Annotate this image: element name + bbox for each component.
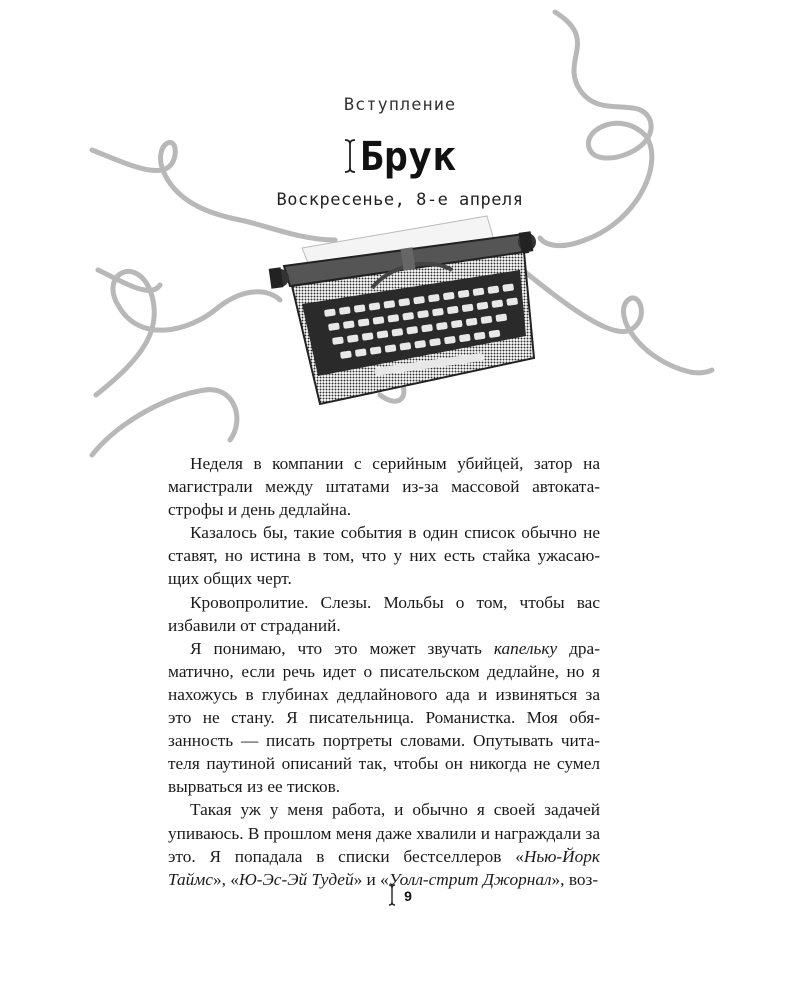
paragraph: Казалось бы, такие события в один список обычно не ставят, но истина в том, что у них есть стайка ужасаю-щих общих черт. — [168, 523, 600, 589]
chapter-label: Вступление — [343, 95, 457, 115]
paragraph — [168, 798, 600, 890]
page-number-block — [0, 888, 800, 906]
typewriter-icon — [262, 208, 540, 413]
body-text — [168, 452, 600, 891]
text-run: » и « — [353, 869, 389, 889]
italic-text: Ю-Эс-Эй Тудей — [238, 869, 354, 889]
text-run: », « — [212, 869, 239, 889]
chapter-title-block — [0, 132, 800, 182]
text-cursor-icon — [344, 138, 356, 174]
chapter-date: Воскресенье, 8-е апреля — [276, 190, 524, 210]
page-number: 9 — [404, 888, 412, 904]
italic-text: Нью-Йорк Таймс — [168, 846, 600, 889]
italic-text: капельку — [493, 638, 558, 658]
text-run: дра-матично, если речь идет о писательском дедлайне, но я нахожусь в глубинах дедлайнового ада и извиняться за это не стану. Я писательница. Романистка. Моя обя-занность — писать портреты словами. Опутывать чита-теля паутиной описаний так, чтобы он никогда не сумел вырваться из ее тисков. — [168, 638, 600, 797]
text-run: », воз- — [551, 869, 599, 889]
paragraph — [168, 637, 600, 799]
paragraph: Кровопролитие. Слезы. Мольбы о том, чтобы вас избавили от страданий. — [168, 592, 600, 635]
text-run: Я понимаю, что это может звучать — [190, 638, 494, 658]
text-run: Такая уж у меня работа, и обычно я своей задачей упиваюсь. В прошлом меня даже хвалили и награждали за это. Я попадала в списки бестселлеров « — [168, 800, 600, 866]
italic-text: Уолл-стрит Джорнал — [388, 869, 552, 889]
paragraph: Неделя в компании с серийным убийцей, затор на магистрали между штатами из-за массовой автоката-строфы и день дедлайна. — [168, 454, 600, 520]
chapter-title: Брук — [359, 134, 457, 180]
text-cursor-icon — [388, 884, 396, 906]
